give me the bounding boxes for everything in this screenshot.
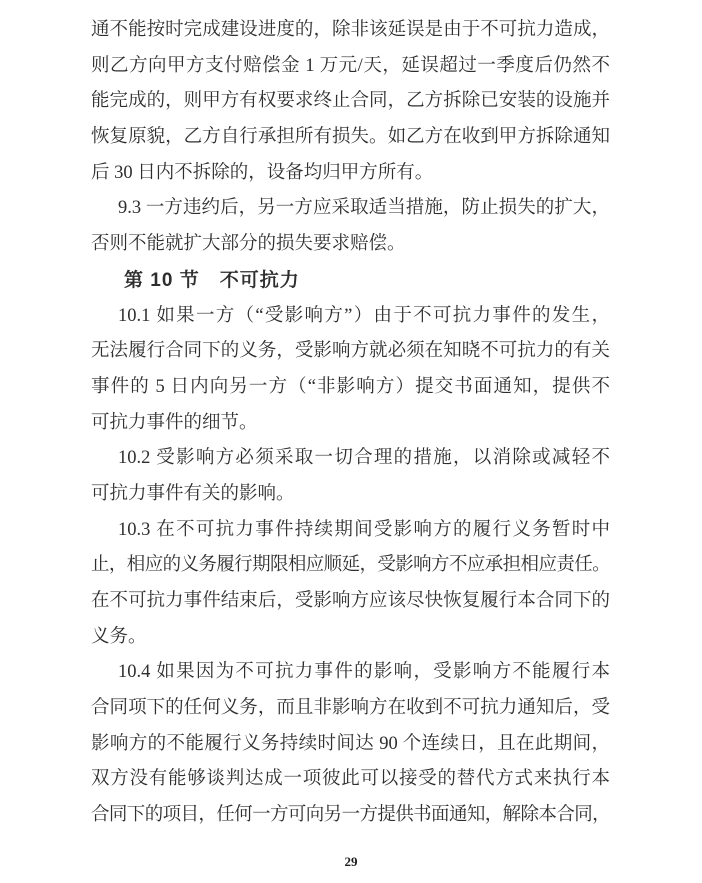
contract-paragraph [91,513,610,656]
text-line: 影响方的不能履行义务持续时间达 90 个连续日，且在此期间， [91,733,610,754]
text-line: 9.3 一方违约后，另一方应采取适当措施，防止损失的扩大， [118,198,610,219]
contract-paragraph [91,299,610,442]
text-line: 事件的 5 日内向另一方（“非影响方）提交书面通知，提供不 [91,376,610,397]
contract-paragraph [91,655,610,833]
text-line: 10.3 在不可抗力事件持续期间受影响方的履行义务暂时中 [118,519,610,540]
text-line: 10.1 如果一方（“受影响方”）由于不可抗力事件的发生， [118,305,610,326]
contract-paragraph [91,441,610,512]
text-line: 合同下的项目，任何一方可向另一方提供书面通知，解除本合同， [91,805,610,826]
text-line: 则乙方向甲方支付赔偿金 1 万元/天，延误超过一季度后仍然不 [91,55,610,76]
text-line: 在不可抗力事件结束后，受影响方应该尽快恢复履行本合同下的 [91,591,610,611]
text-line: 义务。 [91,626,147,647]
text-line: 通不能按时完成建设进度的，除非该延误是由于不可抗力造成， [91,20,610,40]
contract-page-body [91,13,610,834]
page-number: 29 [344,854,358,869]
text-line: 否则不能就扩大部分的损失要求赔偿。 [91,234,406,255]
text-line: 后 30 日内不拆除的，设备均归甲方所有。 [91,162,434,183]
contract-paragraph [91,13,610,191]
contract-paragraph [91,191,610,262]
text-line: 10.4 如果因为不可抗力事件的影响，受影响方不能履行本 [118,662,610,683]
text-line: 10.2 受影响方必须采取一切合理的措施，以消除或减轻不 [118,448,610,469]
text-line: 恢复原貌，乙方自行承担所有损失。如乙方在收到甲方拆除通知 [91,127,610,148]
text-line: 合同项下的任何义务，而且非影响方在收到不可抗力通知后，受 [91,698,610,719]
text-line: 无法履行合同下的义务，受影响方就必须在知晓不可抗力的有关 [91,341,610,362]
text-line: 双方没有能够谈判达成一项彼此可以接受的替代方式来执行本 [91,769,610,790]
text-line: 止，相应的义务履行期限相应顺延，受影响方不应承担相应责任。 [91,555,610,576]
section-heading-text: 第 10 节 不可抗力 [124,269,300,291]
section-heading [91,263,610,299]
text-line: 能完成的，则甲方有权要求终止合同，乙方拆除已安装的设施并 [91,91,610,112]
text-line: 可抗力事件有关的影响。 [91,483,295,504]
text-line: 可抗力事件的细节。 [91,412,258,433]
